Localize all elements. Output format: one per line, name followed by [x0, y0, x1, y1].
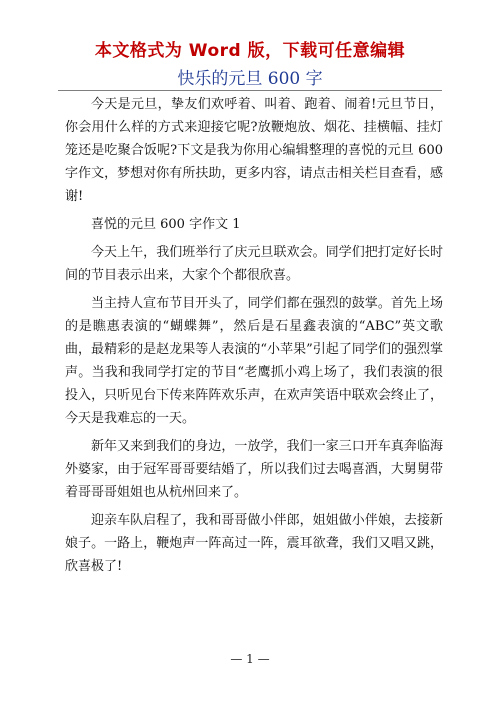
- page-number: — 1 —: [230, 652, 270, 666]
- body-paragraph: 迎亲车队启程了，我和哥哥做小伴郎，姐姐做小伴娘，去接新娘子。一路上，鞭炮声一阵高过一阵，震耳欲聋，我们又唱又跳，欣喜极了!: [65, 513, 443, 574]
- document-title: 快乐的元旦 600 字: [177, 69, 323, 89]
- format-banner: 本文格式为 Word 版，下载可任意编辑: [94, 41, 406, 61]
- intro-paragraph: 今天是元旦，挚友们欢呼着、叫着、跑着、闹着!元旦节日，你会用什么样的方式来迎接它呢?放鞭炮放、烟花、挂横幅、挂灯笼还是吃聚合饭呢?下文是我为你用心编辑整理的喜悦的元旦 600 字作文，梦想对你有所扶助，更多内容，请点击相关栏目查看，感谢!: [65, 97, 443, 204]
- document-body: [65, 93, 443, 583]
- title-divider: [58, 90, 442, 91]
- body-paragraph: 新年又来到我们的身边，一放学，我们一家三口开车真奔临海外婆家，由于冠军哥哥要结婚了，所以我们过去喝喜酒，大舅舅带着哥哥哥姐姐也从杭州回来了。: [65, 439, 443, 500]
- body-paragraph: 今天上午，我们班举行了庆元旦联欢会。同学们把打定好长时间的节目表示出来，大家个个都很欣喜。: [65, 245, 443, 283]
- section-heading: 喜悦的元旦 600 字作文 1: [91, 217, 241, 232]
- body-paragraph: 当主持人宣布节目开头了，同学们都在强烈的鼓掌。首先上场的是瞧惠表演的“蝴蝶舞”，然后是石星鑫表演的“ABC”英文歌曲，最精彩的是赵龙果等人表演的“小苹果”引起了同学们的强烈掌声。当我和我同学打定的节目“老鹰抓小鸡上场了，我们表演的很投入，只听见台下传来阵阵欢乐声，在欢声笑语中联欢会终止了，今天是我难忘的一天。: [65, 296, 443, 426]
